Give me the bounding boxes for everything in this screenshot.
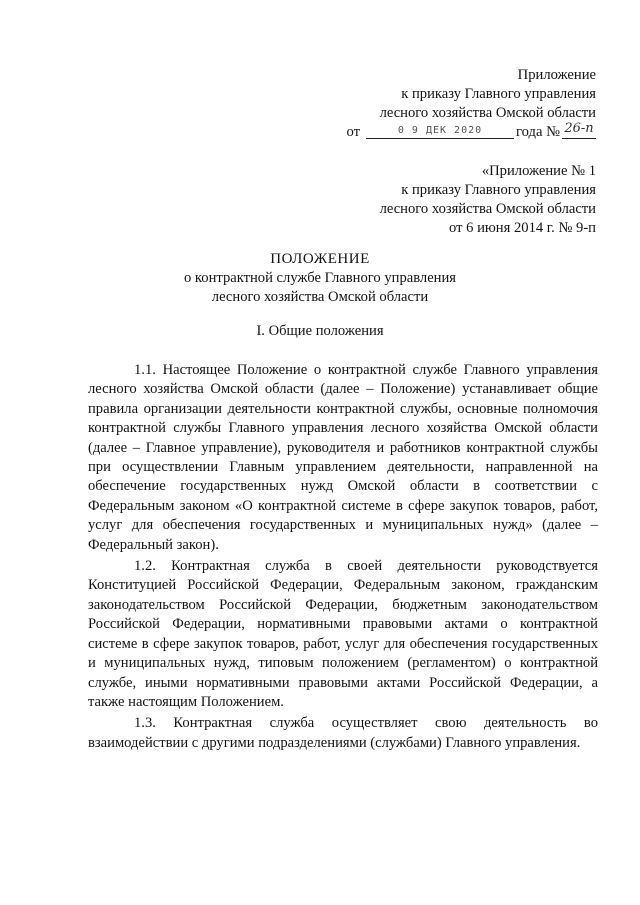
document-body bbox=[88, 361, 598, 755]
appendix-label: Приложение bbox=[517, 67, 596, 83]
document-title-block bbox=[0, 250, 640, 307]
previous-appendix-date: от 6 июня 2014 г. № 9-п bbox=[449, 220, 596, 236]
document-subtitle-line2: лесного хозяйства Омской области bbox=[211, 289, 429, 305]
appendix-date-line bbox=[347, 123, 596, 142]
paragraph-1-3: 1.3. Контрактная служба осуществляет свою деятельность во взаимодействии с другими подразделениями (службами) Главного управления. bbox=[88, 715, 598, 751]
appendix-header bbox=[347, 66, 596, 142]
date-stamp: 0 9 ДЕК 2020 bbox=[397, 125, 483, 136]
number-prefix: года № bbox=[516, 124, 560, 140]
appendix-order-ref: к приказу Главного управления bbox=[401, 86, 596, 102]
appendix-org-name: лесного хозяйства Омской области bbox=[379, 105, 596, 121]
date-blank bbox=[366, 123, 514, 139]
paragraph-1-1: 1.1. Настоящее Положение о контрактной службе Главного управления лесного хозяйства Омской области (далее – Положение) устанавливает общие правила организации деятельности контрактной службы, основные полномочия контрактной службы Главного управления лесного хозяйства Омской области (далее – Главное управление), руководителя и работников контрактной службы при осуществлении Главным управлением деятельности, направленной на обеспечение государственных нужд Омской области в соответствии с Федеральным законом «О контрактной системе в сфере закупок товаров, работ, услуг для обеспечения государственных и муниципальных нужд» (далее – Федеральный закон). bbox=[88, 362, 598, 553]
previous-appendix-order-ref: к приказу Главного управления bbox=[401, 182, 596, 198]
paragraph-1-2: 1.2. Контрактная служба в своей деятельности руководствуется Конституцией Российской Федерации, Федеральным законом, гражданским законодательством Российской Федерации, бюджетным законодательством Российской Федерации, нормативными правовыми актами о контрактной системе в сфере закупок товаров, работ, услуг для обеспечения государственных и муниципальных нужд, типовым положением (регламентом) о контрактной службе, иными нормативными правовыми актами Российской Федерации, а также настоящим Положением. bbox=[88, 558, 598, 710]
handwritten-number: 26-п bbox=[564, 121, 594, 136]
document-title: ПОЛОЖЕНИЕ bbox=[270, 251, 370, 267]
previous-appendix-header bbox=[380, 162, 596, 238]
document-subtitle-line1: о контрактной службе Главного управления bbox=[183, 270, 457, 286]
previous-appendix-label: «Приложение № 1 bbox=[481, 163, 596, 179]
date-prefix: от bbox=[346, 124, 361, 140]
previous-appendix-org-name: лесного хозяйства Омской области bbox=[379, 201, 596, 217]
section-heading: I. Общие положения bbox=[256, 323, 384, 339]
number-blank bbox=[562, 123, 596, 139]
